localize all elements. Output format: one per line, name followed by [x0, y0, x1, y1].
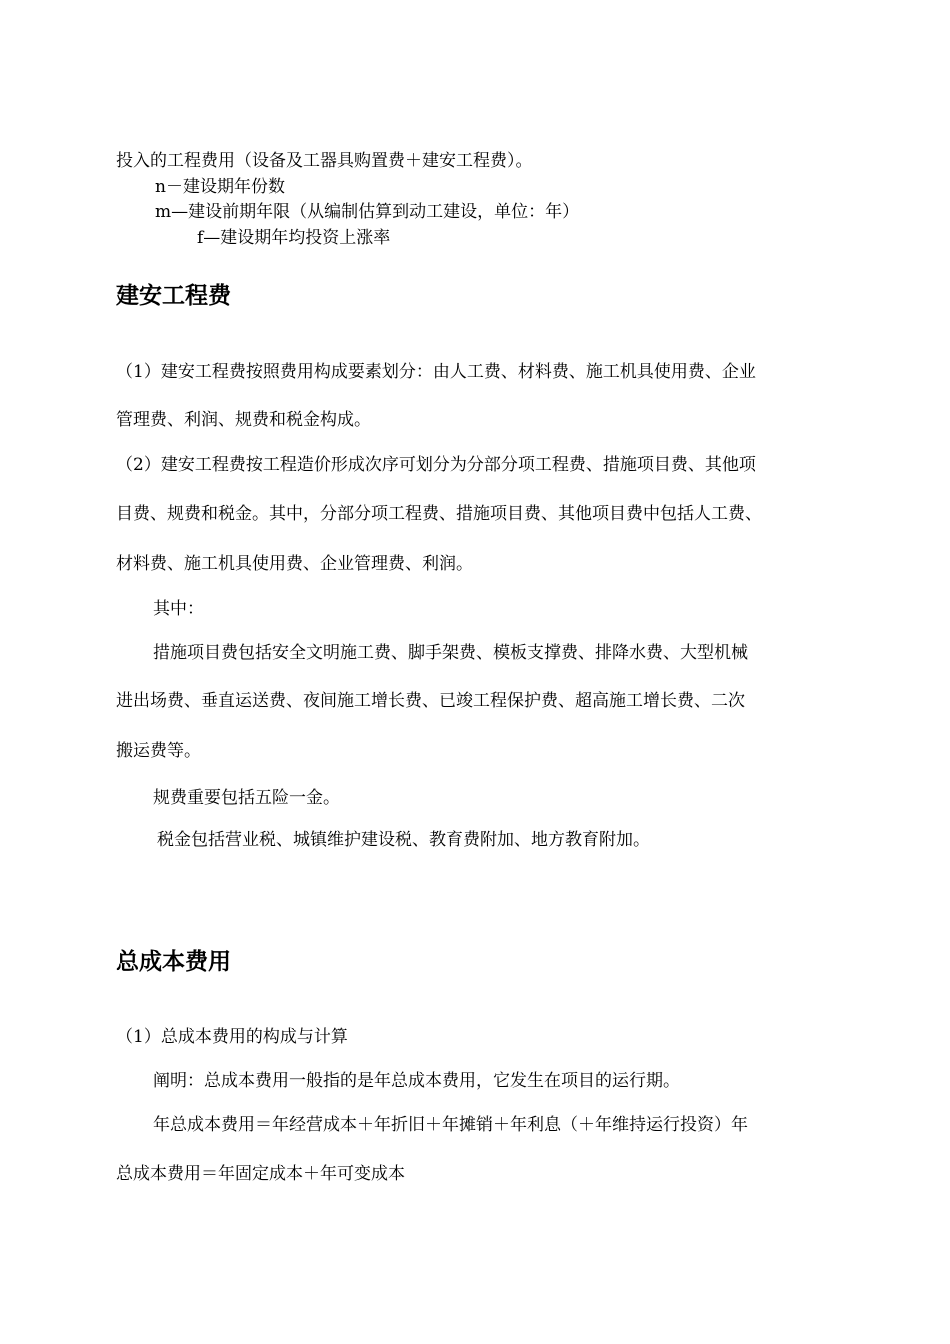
paragraph-line: （1）建安工程费按照费用构成要素划分：由人工费、材料费、施工机具使用费、企业 — [116, 362, 756, 382]
paragraph-line: 税金包括营业税、城镇维护建设税、教育费附加、地方教育附加。 — [157, 830, 650, 850]
section-heading-total-cost: 总成本费用 — [116, 949, 231, 975]
paragraph-line: 规费重要包括五险一金。 — [153, 788, 340, 808]
paragraph-line: 目费、规费和税金。其中，分部分项工程费、措施项目费、其他项目费中包括人工费、 — [116, 504, 762, 524]
paragraph-line: （2）建安工程费按工程造价形成次序可划分为分部分项工程费、措施项目费、其他项 — [116, 455, 756, 475]
paragraph-line: 措施项目费包括安全文明施工费、脚手架费、模板支撑费、排降水费、大型机械 — [153, 643, 748, 663]
paragraph-line: 阐明：总成本费用一般指的是年总成本费用，它发生在项目的运行期。 — [153, 1071, 680, 1091]
paragraph-line: 年总成本费用＝年经营成本＋年折旧＋年摊销＋年利息（＋年维持运行投资）年 — [153, 1115, 748, 1135]
intro-line-2: n－建设期年份数 — [155, 177, 285, 197]
paragraph-line: 进出场费、垂直运送费、夜间施工增长费、已竣工程保护费、超高施工增长费、二次 — [116, 691, 745, 711]
paragraph-line: （1）总成本费用的构成与计算 — [116, 1027, 348, 1047]
intro-line-1: 投入的工程费用（设备及工器具购置费＋建安工程费）。 — [116, 151, 533, 171]
paragraph-line: 材料费、施工机具使用费、企业管理费、利润。 — [116, 554, 473, 574]
paragraph-line: 搬运费等。 — [116, 741, 201, 761]
intro-line-3: m—建设前期年限（从编制估算到动工建设，单位：年） — [155, 202, 580, 222]
paragraph-line: 管理费、利润、规费和税金构成。 — [116, 410, 371, 430]
section-heading-construction-cost: 建安工程费 — [116, 283, 231, 309]
paragraph-line: 总成本费用＝年固定成本＋年可变成本 — [116, 1164, 405, 1184]
intro-line-4: f—建设期年均投资上涨率 — [197, 228, 391, 248]
paragraph-line: 其中： — [153, 599, 204, 619]
